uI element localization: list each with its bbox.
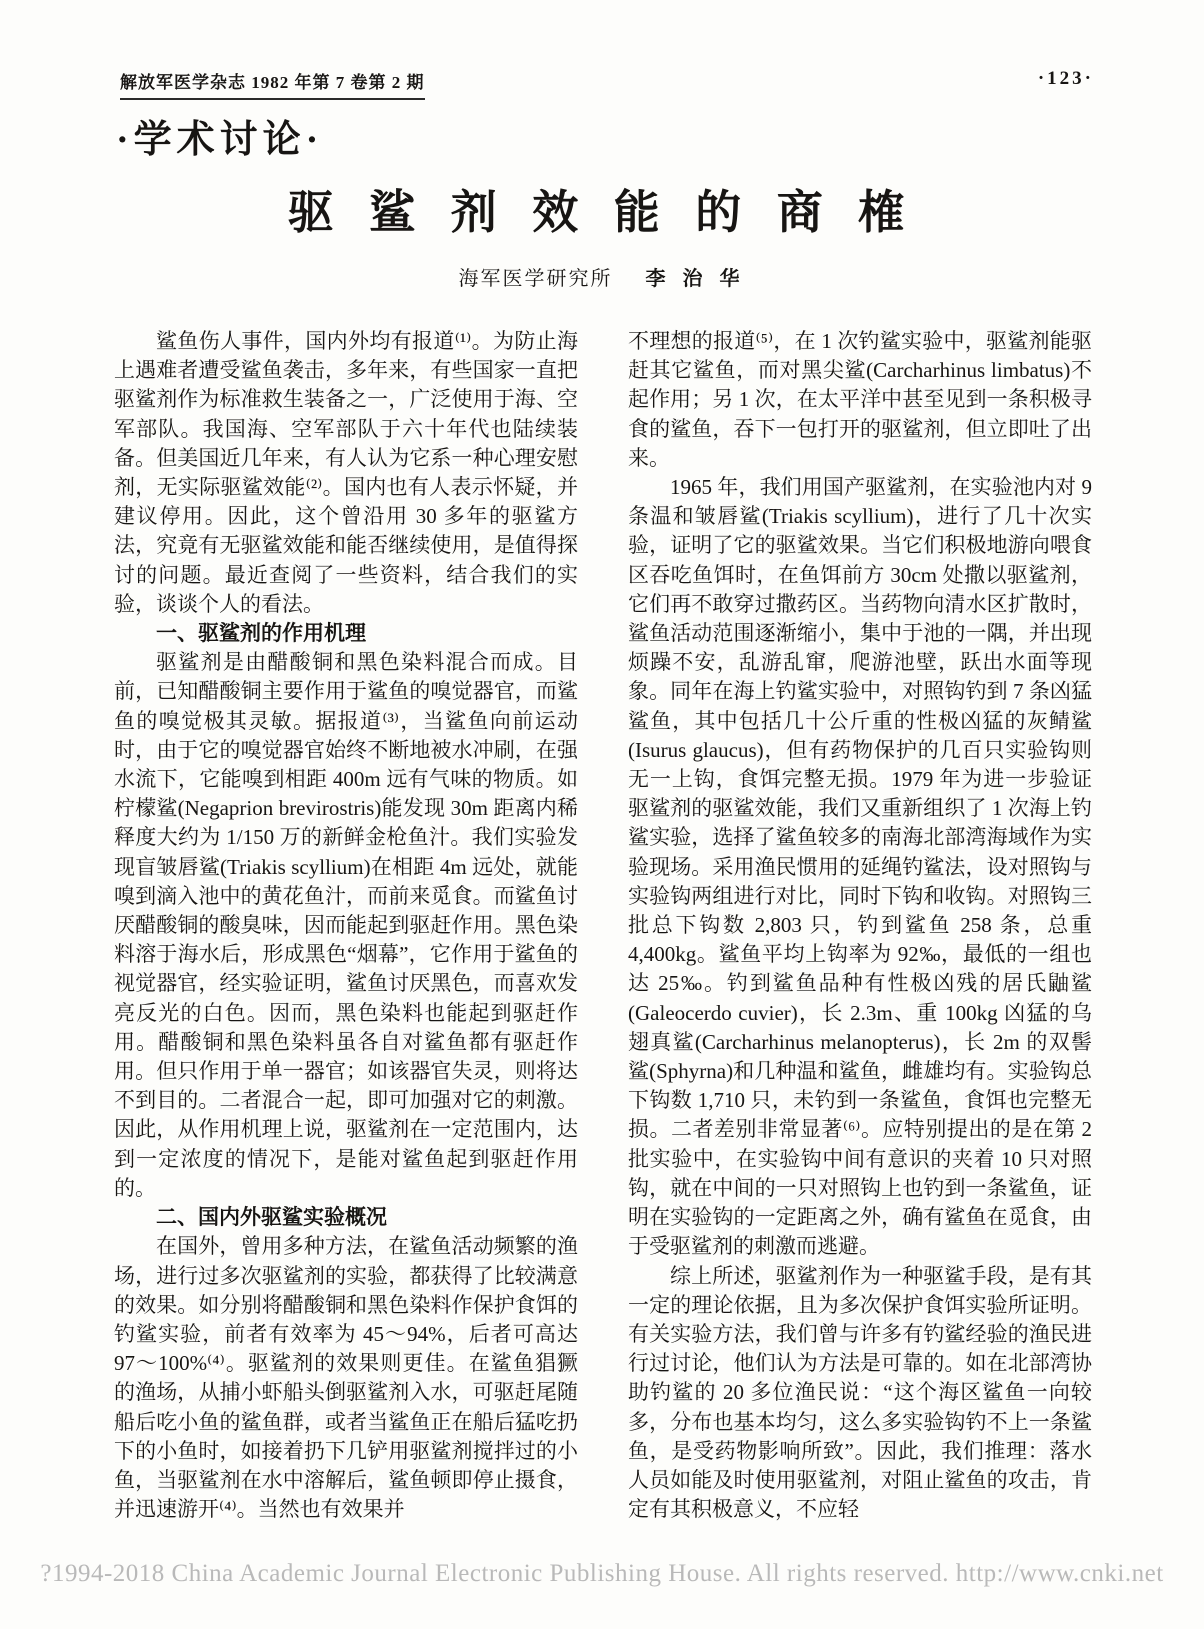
article-title: 驱 鲨 剂 效 能 的 商 榷 bbox=[287, 187, 917, 238]
author-affiliation: 海军医学研究所 bbox=[458, 268, 613, 290]
byline bbox=[0, 262, 1204, 291]
column-right bbox=[628, 327, 1092, 1524]
paragraph: 不理想的报道⁽⁵⁾，在 1 次钓鲨实验中，驱鲨剂能驱赶其它鲨鱼，而对黑尖鲨(Carcharhinus limbatus)不起作用；另 1 次，在太平洋中甚至见到一条积极寻食的鲨鱼，吞下一包打开的驱鲨剂，但立即吐了出来。 bbox=[628, 329, 1092, 470]
author-name: 李 治 华 bbox=[645, 268, 746, 290]
section-heading: 一、驱鲨剂的作用机理 bbox=[156, 622, 366, 646]
section-label: ·学术讨论· bbox=[116, 119, 324, 161]
copyright-watermark: ?1994-2018 China Academic Journal Electronic Publishing House. All rights reserved. http://www.cnki.net bbox=[40, 1560, 1164, 1587]
journal-issue-line: 解放军医学杂志 1982 年第 7 卷第 2 期 bbox=[120, 68, 425, 100]
column-left bbox=[114, 327, 578, 1524]
page-footer bbox=[0, 1560, 1204, 1588]
paragraph: 在国外，曾用多种方法，在鲨鱼活动频繁的渔场，进行过多次驱鲨剂的实验，都获得了比较满意的效果。如分别将醋酸铜和黑色染料作保护食饵的钓鲨实验，前者有效率为 45～94%，后者可高达 97～100%⁽⁴⁾。驱鲨剂的效果则更佳。在鲨鱼猖獗的渔场，从捕小虾船头倒驱鲨剂入水，可驱赶尾随船后吃小鱼的鲨鱼群，或者当鲨鱼正在船后猛吃扔下的小鱼时，如接着扔下几铲用驱鲨剂搅拌过的小鱼，当驱鲨剂在水中溶解后，鲨鱼顿即停止摄食，并迅速游开⁽⁴⁾。当然也有效果并 bbox=[114, 1234, 578, 1522]
paragraph: 驱鲨剂是由醋酸铜和黑色染料混合而成。目前，已知醋酸铜主要作用于鲨鱼的嗅觉器官，而鲨鱼的嗅觉极其灵敏。据报道⁽³⁾，当鲨鱼向前运动时，由于它的嗅觉器官始终不断地被水冲刷，在强水流下，它能嗅到相距 400m 远有气味的物质。如柠檬鲨(Negaprion brevirostris)能发现 30m 距离内稀释度大约为 1/150 万的新鲜金枪鱼汁。我们实验发现盲皱唇鲨(Triakis scyllium)在相距 4m 远处，就能嗅到滴入池中的黄花鱼汁，而前来觅食。而鲨鱼讨厌醋酸铜的酸臭味，因而能起到驱赶作用。黑色染料溶于海水后，形成黑色“烟幕”，它作用于鲨鱼的视觉器官，经实验证明，鲨鱼讨厌黑色，而喜欢发亮反光的白色。因而，黑色染料也能起到驱赶作用。醋酸铜和黑色染料虽各自对鲨鱼都有驱赶作用。但只作用于单一器官；如该器官失灵，则将达不到目的。二者混合一起，即可加强对它的刺激。因此，从作用机理上说，驱鲨剂在一定范围内，达到一定浓度的情况下，是能对鲨鱼起到驱赶作用的。 bbox=[114, 650, 578, 1200]
paragraph: 综上所述，驱鲨剂作为一种驱鲨手段，是有其一定的理论依据，且为多次保护食饵实验所证明。有关实验方法，我们曾与许多有钓鲨经验的渔民进行过讨论，他们认为方法是可靠的。如在北部湾协助钓鲨的 20 多位渔民说：“这个海区鲨鱼一向较多，分布也基本均匀，这么多实验钩钓不上一条鲨鱼，是受药物影响所致”。因此，我们推理：落水人员如能及时使用驱鲨剂，对阻止鲨鱼的攻击，肯定有其积极意义，不应轻 bbox=[628, 1263, 1092, 1522]
section-heading: 二、国内外驱鲨实验概况 bbox=[156, 1206, 387, 1230]
body-columns bbox=[114, 327, 1092, 1524]
page-header bbox=[120, 68, 1094, 100]
paragraph: 鲨鱼伤人事件，国内外均有报道⁽¹⁾。为防止海上遇难者遭受鲨鱼袭击，多年来，有些国家一直把驱鲨剂作为标准救生装备之一，广泛使用于海、空军部队。我国海、空军部队于六十年代也陆续装备。但美国近几年来，有人认为它系一种心理安慰剂，无实际驱鲨效能⁽²⁾。国内也有人表示怀疑，并建议停用。因此，这个曾沿用 30 多年的驱鲨方法，究竟有无驱鲨效能和能否继续使用，是值得探讨的问题。最近查阅了一些资料，结合我们的实验，谈谈个人的看法。 bbox=[114, 329, 578, 616]
page-number: ·123· bbox=[1037, 68, 1094, 89]
paragraph: 1965 年，我们用国产驱鲨剂，在实验池内对 9 条温和皱唇鲨(Triakis scyllium)，进行了几十次实验，证明了它的驱鲨效果。当它们积极地游向喂食区吞吃鱼饵时，在鱼饵前方 30cm 处撒以驱鲨剂，它们再不敢穿过撒药区。当药物向清水区扩散时，鲨鱼活动范围逐渐缩小，集中于池的一隅，并出现烦躁不安，乱游乱窜，爬游池壁，跃出水面等现象。同年在海上钓鲨实验中，对照钩钓到 7 条凶猛鲨鱼，其中包括几十公斤重的性极凶猛的灰鲭鲨(Isurus glaucus)，但有药物保护的几百只实验钩则无一上钩，食饵完整无损。1979 年为进一步验证驱鲨剂的驱鲨效能，我们又重新组织了 1 次海上钓鲨实验，选择了鲨鱼较多的南海北部湾海域作为实验现场。采用渔民惯用的延绳钓鲨法，设对照钩与实验钩两组进行对比，同时下钩和收钩。对照钩三批总下钩数 2,803 只，钓到鲨鱼 258 条，总重 4,400kg。鲨鱼平均上钩率为 92‰，最低的一组也达 25‰。钓到鲨鱼品种有性极凶残的居氏鼬鲨(Galeocerdo cuvier)，长 2.3m、重 100kg 凶猛的乌翅真鲨(Carcharhinus melanopterus)，长 2m 的双髻鲨(Sphyrna)和几种温和鲨鱼，雌雄均有。实验钩总下钩数 1,710 只，未钓到一条鲨鱼，食饵也完整无损。二者差别非常显著⁽⁶⁾。应特别提出的是在第 2 批实验中，在实验钩中间有意识的夹着 10 只对照钩，就在中间的一只对照钩上也钓到一条鲨鱼，证明在实验钩的一定距离之外，确有鲨鱼在觅食，由于受驱鲨剂的刺激而逃避。 bbox=[628, 475, 1092, 1259]
